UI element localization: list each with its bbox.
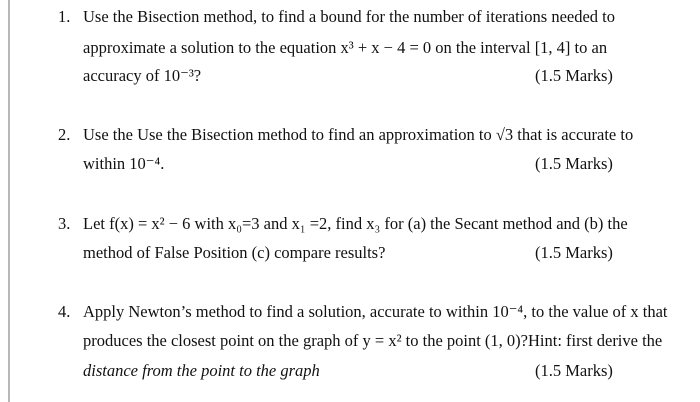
question-1-number: 1. — [58, 7, 71, 26]
question-3-line-1: Let f(x) = x² − 6 with x₀=3 and x₁ =2, find x₃ for (a) the Secant method and (b) the — [83, 214, 628, 233]
question-2-line-1: Use the Use the Bisection method to find an approximation to √3 that is accurate to — [83, 125, 634, 144]
question-3-line-2: method of False Position (c) compare results? — [83, 243, 386, 262]
page-left-border — [8, 0, 10, 402]
question-3-number: 3. — [58, 214, 71, 233]
question-1-line-3: accuracy of 10⁻³? — [83, 66, 202, 85]
question-2-line-2: within 10⁻⁴. — [83, 154, 165, 173]
question-2-number: 2. — [58, 125, 71, 144]
question-1-line-1: Use the Bisection method, to find a bound for the number of iterations needed to — [83, 7, 615, 26]
question-4-line-3: distance from the point to the graph — [83, 361, 320, 380]
question-3-marks: (1.5 Marks) — [535, 243, 613, 262]
question-1-line-2: approximate a solution to the equation x³ + x − 4 = 0 on the interval [1, 4] to an — [83, 38, 608, 57]
question-4-marks: (1.5 Marks) — [535, 361, 613, 380]
question-1-marks: (1.5 Marks) — [535, 66, 613, 85]
question-4-line-1: Apply Newton’s method to find a solution, accurate to within 10⁻⁴, to the value of x that — [83, 302, 668, 321]
question-4-line-2: produces the closest point on the graph of y = x² to the point (1, 0)?Hint: first derive the — [83, 331, 663, 350]
question-2-marks: (1.5 Marks) — [535, 154, 613, 173]
question-4-number: 4. — [58, 302, 71, 321]
